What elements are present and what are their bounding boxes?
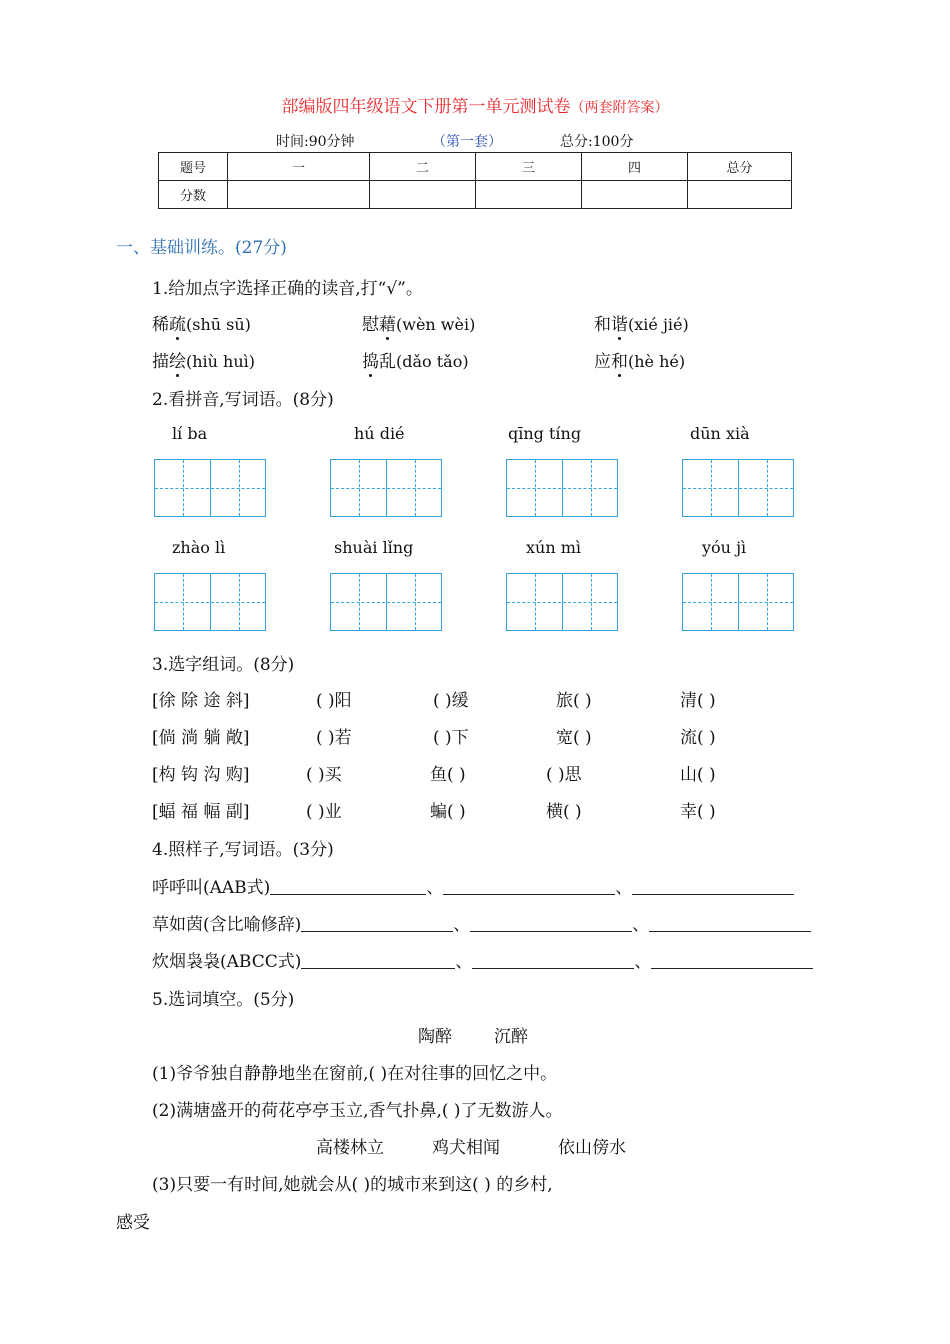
char-set: [徐 除 途 斜]	[152, 691, 250, 711]
tianzige-box[interactable]	[154, 573, 266, 631]
word-option: 陶醉	[418, 1027, 452, 1047]
answer-blank[interactable]	[649, 915, 811, 932]
char-set: [蝠 福 幅 副]	[152, 802, 250, 822]
answer-blank[interactable]	[632, 878, 794, 895]
fill-blank[interactable]: 山( )	[680, 765, 716, 785]
pattern-row: 炊烟袅袅(ABCC式) 、 、	[152, 947, 813, 972]
fill-blank[interactable]: 幸( )	[680, 802, 716, 822]
fill-blank[interactable]: ( )思	[546, 765, 582, 785]
score-input-cell[interactable]	[688, 181, 792, 209]
table-cell: 一	[228, 153, 370, 181]
fill-blank[interactable]: 流( )	[680, 728, 716, 748]
table-cell: 四	[582, 153, 688, 181]
table-cell: 总分	[688, 153, 792, 181]
fill-blank[interactable]: ( )缓	[433, 691, 469, 711]
table-row	[159, 181, 792, 209]
fill-blank[interactable]: ( )阳	[316, 691, 352, 711]
fill-blank[interactable]: ( )下	[433, 728, 469, 748]
pinyin-label: xún mì	[526, 538, 582, 557]
word-option: 鸡犬相闻	[432, 1138, 500, 1158]
section-heading: 一、基础训练。(27分)	[116, 238, 287, 258]
q5-sentence-3-cont: 感受	[116, 1213, 150, 1233]
title-note: （两套附答案）	[570, 100, 669, 116]
table-cell: 题号	[159, 153, 228, 181]
q1-item[interactable]: 和谐(xié jié)	[594, 310, 689, 335]
score-input-cell[interactable]	[582, 181, 688, 209]
tianzige-box[interactable]	[330, 573, 442, 631]
pinyin-label: shuài lǐng	[334, 538, 414, 557]
char-set: [构 钩 沟 购]	[152, 765, 250, 785]
q1-item[interactable]: 应和(hè hé)	[594, 347, 685, 372]
word-option: 沉醉	[494, 1027, 528, 1047]
q1-item[interactable]: 捣乱(dǎo tǎo)	[362, 347, 469, 372]
q5-sentence-3[interactable]: (3)只要一有时间,她就会从( )的城市来到这( ) 的乡村,	[152, 1175, 553, 1195]
q3-prompt: 3.选字组词。(8分)	[152, 655, 295, 675]
word-option: 高楼林立	[316, 1138, 384, 1158]
answer-blank[interactable]	[651, 952, 813, 969]
tianzige-box[interactable]	[682, 459, 794, 517]
q1-item[interactable]: 稀疏(shū sū)	[152, 310, 251, 335]
fill-blank[interactable]: 鱼( )	[430, 765, 466, 785]
fill-blank[interactable]: 宽( )	[556, 728, 592, 748]
fill-blank[interactable]: ( )买	[306, 765, 342, 785]
answer-blank[interactable]	[443, 878, 615, 895]
page-title: 部编版四年级语文下册第一单元测试卷（两套附答案）	[281, 97, 669, 117]
answer-blank[interactable]	[270, 878, 426, 895]
pinyin-label: dūn xià	[690, 424, 750, 443]
pattern-row: 呼呼叫(AAB式) 、 、	[152, 873, 794, 898]
char-set: [倘 淌 躺 敞]	[152, 728, 250, 748]
tianzige-box[interactable]	[506, 459, 618, 517]
q4-prompt: 4.照样子,写词语。(3分)	[152, 840, 334, 860]
exam-set: （第一套）	[432, 134, 502, 150]
pinyin-label: zhào lì	[172, 538, 226, 557]
fill-blank[interactable]: ( )若	[316, 728, 352, 748]
score-input-cell[interactable]	[228, 181, 370, 209]
fill-blank[interactable]: 旅( )	[556, 691, 592, 711]
fill-blank[interactable]: 清( )	[680, 691, 716, 711]
table-row	[159, 153, 792, 181]
tianzige-box[interactable]	[682, 573, 794, 631]
q1-item[interactable]: 描绘(hiù huì)	[152, 347, 255, 372]
exam-time: 时间:90分钟	[276, 134, 355, 150]
q5-sentence-2[interactable]: (2)满塘盛开的荷花亭亭玉立,香气扑鼻,( )了无数游人。	[152, 1101, 563, 1121]
pinyin-label: lí ba	[172, 424, 208, 443]
table-cell: 三	[476, 153, 582, 181]
answer-blank[interactable]	[301, 915, 453, 932]
score-table	[158, 152, 792, 209]
pattern-row: 草如茵(含比喻修辞) 、 、	[152, 910, 811, 935]
answer-blank[interactable]	[301, 952, 455, 969]
table-cell: 分数	[159, 181, 228, 209]
fill-blank[interactable]: ( )业	[306, 802, 342, 822]
pinyin-label: yóu jì	[702, 538, 747, 557]
q5-prompt: 5.选词填空。(5分)	[152, 990, 295, 1010]
score-input-cell[interactable]	[476, 181, 582, 209]
word-option: 依山傍水	[558, 1138, 626, 1158]
answer-blank[interactable]	[470, 915, 632, 932]
q1-item[interactable]: 慰藉(wèn wèi)	[362, 310, 475, 335]
fill-blank[interactable]: 蝙( )	[430, 802, 466, 822]
exam-total: 总分:100分	[560, 134, 634, 150]
q2-prompt: 2.看拼音,写词语。(8分)	[152, 390, 334, 410]
pinyin-label: qīng tíng	[508, 424, 582, 443]
q5-sentence-1[interactable]: (1)爷爷独自静静地坐在窗前,( )在对往事的回忆之中。	[152, 1064, 558, 1084]
tianzige-box[interactable]	[330, 459, 442, 517]
q1-prompt: 1.给加点字选择正确的读音,打“√”。	[152, 279, 423, 299]
pinyin-label: hú dié	[354, 424, 405, 443]
answer-blank[interactable]	[472, 952, 634, 969]
score-input-cell[interactable]	[370, 181, 476, 209]
table-cell: 二	[370, 153, 476, 181]
fill-blank[interactable]: 横( )	[546, 802, 582, 822]
tianzige-box[interactable]	[154, 459, 266, 517]
tianzige-box[interactable]	[506, 573, 618, 631]
